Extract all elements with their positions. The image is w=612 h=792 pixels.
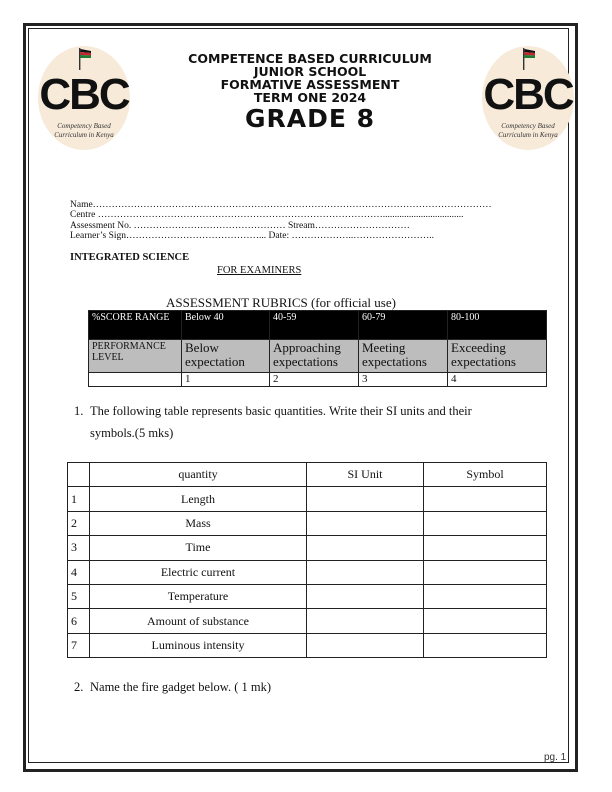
rubric-cell: Meeting expectations xyxy=(359,340,448,373)
exam-header xyxy=(140,52,480,134)
header-line-term: TERM ONE 2024 xyxy=(253,90,367,105)
rubric-cell xyxy=(89,373,182,387)
question-number: 1. xyxy=(74,404,84,418)
table-header-row xyxy=(68,463,547,487)
question-text-continued: symbols.(5 mks) xyxy=(90,426,174,440)
si-units-table xyxy=(67,462,547,658)
table-row xyxy=(68,511,547,535)
rubrics-table xyxy=(88,310,547,387)
row-number: 2 xyxy=(68,511,90,535)
quantity-cell: Length xyxy=(90,487,307,511)
symbol-answer-cell[interactable] xyxy=(424,609,547,633)
column-header-symbol: Symbol xyxy=(424,463,547,487)
page-number: pg. 1 xyxy=(544,752,567,763)
question-number: 2. xyxy=(74,680,84,694)
symbol-answer-cell[interactable] xyxy=(424,560,547,584)
kenya-flag-icon xyxy=(78,48,92,70)
kenya-flag-icon xyxy=(522,48,536,70)
si-unit-answer-cell[interactable] xyxy=(307,560,424,584)
row-number: 3 xyxy=(68,536,90,560)
candidate-fields xyxy=(70,200,550,241)
rubric-cell: Approaching expectations xyxy=(270,340,359,373)
quantity-cell: Mass xyxy=(90,511,307,535)
rubrics-title: ASSESSMENT RUBRICS (for official use) xyxy=(166,295,396,310)
quantity-cell: Amount of substance xyxy=(90,609,307,633)
table-row xyxy=(68,609,547,633)
logo-text: CBC xyxy=(39,70,129,119)
rubric-cell: 4 xyxy=(448,373,547,387)
rubric-cell: Exceeding expectations xyxy=(448,340,547,373)
logo-text: CBC xyxy=(483,70,573,119)
symbol-answer-cell[interactable] xyxy=(424,487,547,511)
quantity-cell: Time xyxy=(90,536,307,560)
row-number: 1 xyxy=(68,487,90,511)
table-row xyxy=(68,560,547,584)
rubric-cell: 3 xyxy=(359,373,448,387)
row-number: 6 xyxy=(68,609,90,633)
table-row xyxy=(68,487,547,511)
cbc-logo-left xyxy=(38,40,130,152)
performance-level-row xyxy=(89,340,547,373)
logo-subtitle: Competency Based Curriculum in Kenya xyxy=(498,122,558,139)
si-unit-answer-cell[interactable] xyxy=(307,584,424,608)
symbol-answer-cell[interactable] xyxy=(424,584,547,608)
sign-date-field[interactable]: Learner’s Sign……………………………………... Date: ………………..…………………….. xyxy=(70,230,434,241)
question-text: The following table represents basic quantities. Write their SI units and their xyxy=(90,404,472,418)
cbc-logo-right xyxy=(482,40,574,152)
rubric-cell: Below expectation xyxy=(182,340,270,373)
row-number: 7 xyxy=(68,633,90,657)
assessment-stream-field[interactable]: Assessment No. ………………………………………… Stream………………………… xyxy=(70,220,410,231)
symbol-answer-cell[interactable] xyxy=(424,536,547,560)
rubric-cell: 2 xyxy=(270,373,359,387)
symbol-answer-cell[interactable] xyxy=(424,633,547,657)
for-examiners-label: FOR EXAMINERS xyxy=(217,265,302,276)
rubric-cell: Below 40 xyxy=(182,311,270,340)
rubric-cell: 1 xyxy=(182,373,270,387)
si-unit-answer-cell[interactable] xyxy=(307,609,424,633)
si-unit-answer-cell[interactable] xyxy=(307,511,424,535)
quantity-cell: Luminous intensity xyxy=(90,633,307,657)
header-line-school: JUNIOR SCHOOL xyxy=(253,64,367,79)
si-unit-answer-cell[interactable] xyxy=(307,633,424,657)
rubric-cell: 60-79 xyxy=(359,311,448,340)
rubric-cell: 80-100 xyxy=(448,311,547,340)
question-2 xyxy=(74,676,271,698)
si-unit-answer-cell[interactable] xyxy=(307,487,424,511)
question-text: Name the fire gadget below. ( 1 mk) xyxy=(90,680,272,694)
row-number: 4 xyxy=(68,560,90,584)
row-number: 5 xyxy=(68,584,90,608)
quantity-cell: Temperature xyxy=(90,584,307,608)
name-field[interactable]: Name……………………………………………………………………………………………………………… xyxy=(70,200,492,210)
table-row xyxy=(68,584,547,608)
subject-title: INTEGRATED SCIENCE xyxy=(70,252,190,263)
question-1 xyxy=(74,400,544,444)
rubric-cell: 40-59 xyxy=(270,311,359,340)
si-unit-answer-cell[interactable] xyxy=(307,536,424,560)
table-row xyxy=(68,633,547,657)
logo-subtitle: Competency Based Curriculum in Kenya xyxy=(54,122,114,139)
table-row xyxy=(68,536,547,560)
header-line-assessment: FORMATIVE ASSESSMENT xyxy=(220,77,400,92)
column-header-quantity: quantity xyxy=(90,463,307,487)
centre-field[interactable]: Centre ……………………………………………………………………………….................................. xyxy=(70,210,464,221)
rubric-cell: PERFORMANCE LEVEL xyxy=(89,340,182,373)
column-header-si-unit: SI Unit xyxy=(307,463,424,487)
column-header-number xyxy=(68,463,90,487)
quantity-cell: Electric current xyxy=(90,560,307,584)
symbol-answer-cell[interactable] xyxy=(424,511,547,535)
grade-title: GRADE 8 xyxy=(244,104,376,133)
level-number-row xyxy=(89,373,547,387)
header-line-curriculum: COMPETENCE BASED CURRICULUM xyxy=(188,51,432,66)
score-range-row xyxy=(89,311,547,340)
rubric-cell: %SCORE RANGE xyxy=(89,311,182,340)
